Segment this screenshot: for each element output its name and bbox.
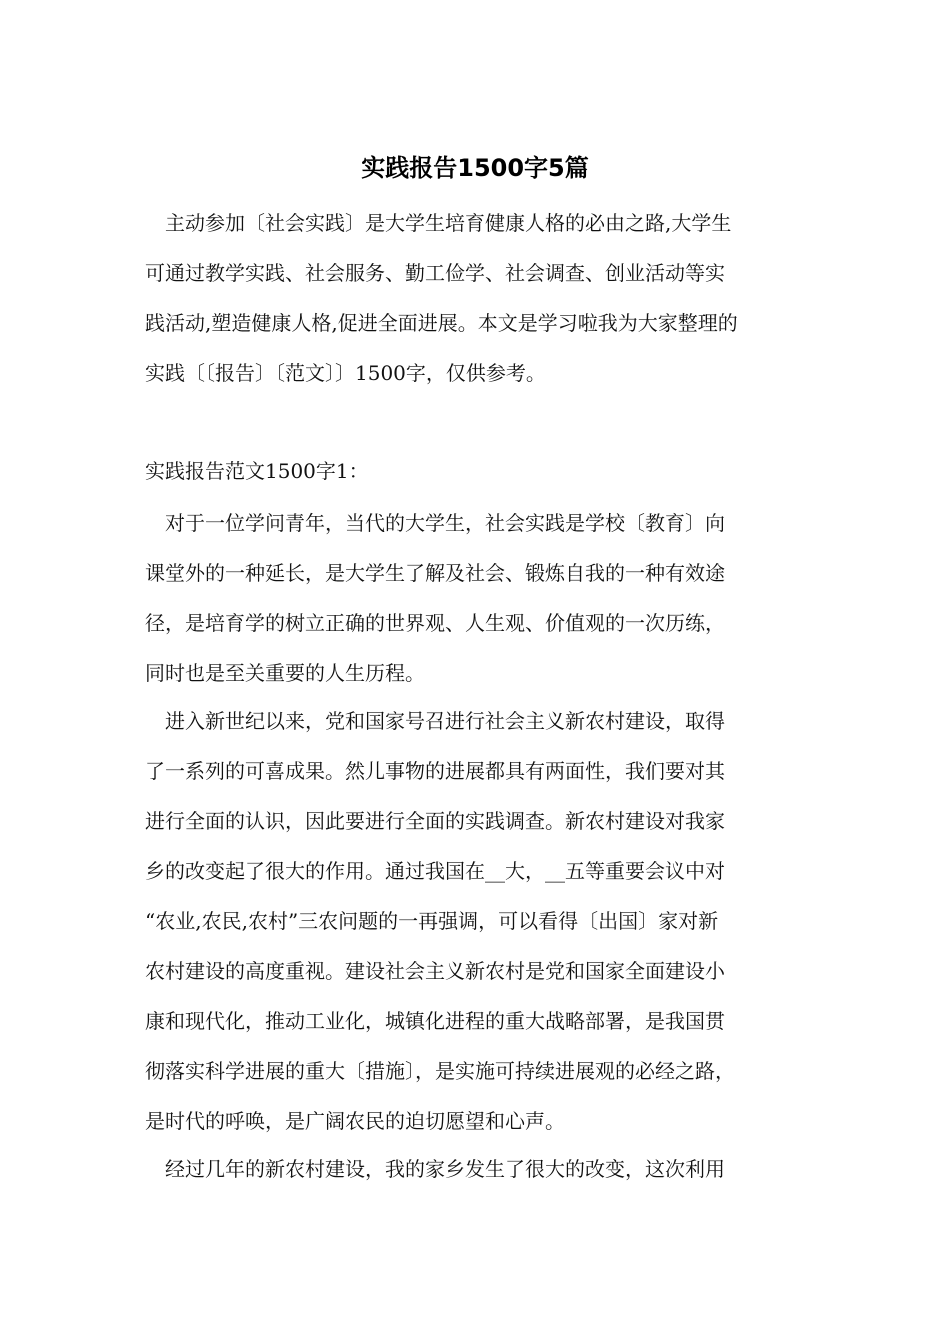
paragraph-2-line-9: 是时代的呼唤，是广阔农民的迫切愿望和心声。	[145, 1109, 565, 1133]
paragraph-2-line-2: 了一系列的可喜成果。然儿事物的进展都具有两面性，我们要对其	[145, 759, 725, 783]
paragraph-1-line-2: 课堂外的一种延长，是大学生了解及社会、锻炼自我的一种有效途	[145, 561, 725, 585]
paragraph-1	[145, 498, 817, 698]
paragraph-2-line-3: 进行全面的认识，因此要进行全面的实践调查。新农村建设对我家	[145, 809, 725, 833]
paragraph-2-line-5: “农业,农民,农村”三农问题的一再强调，可以看得〔出国〕家对新	[145, 909, 719, 933]
intro-line-4: 实践〔〔报告〕〔范文〕〕1500字，仅供参考。	[145, 361, 546, 385]
section-heading: 实践报告范文1500字1：	[145, 459, 369, 483]
intro-line-2: 可通过教学实践、社会服务、勤工俭学、社会调查、创业活动等实	[145, 261, 725, 285]
intro-paragraph	[145, 198, 817, 398]
intro-line-1: 主动参加〔社会实践〕是大学生培育健康人格的必由之路,大学生	[165, 211, 732, 235]
page-title: 实践报告1500字5篇	[361, 154, 589, 182]
paragraph-2-line-4: 乡的改变起了很大的作用。通过我国在__大，__五等重要会议中对	[145, 859, 725, 883]
paragraph-2-line-8: 彻落实科学进展的重大〔措施〕，是实施可持续进展观的必经之路，	[145, 1059, 735, 1083]
intro-line-3: 践活动,塑造健康人格,促进全面进展。本文是学习啦我为大家整理的	[145, 311, 738, 335]
section-heading-block	[145, 446, 817, 496]
paragraph-2-line-7: 康和现代化，推动工业化，城镇化进程的重大战略部署，是我国贯	[145, 1009, 725, 1033]
paragraph-3	[145, 1144, 817, 1194]
paragraph-1-line-1: 对于一位学问青年，当代的大学生，社会实践是学校〔教育〕向	[165, 511, 725, 535]
paragraph-2-line-6: 农村建设的高度重视。建设社会主义新农村是党和国家全面建设小	[145, 959, 725, 983]
paragraph-2	[145, 696, 817, 1146]
paragraph-3-line-1: 经过几年的新农村建设，我的家乡发生了很大的改变，这次利用	[165, 1157, 725, 1181]
paragraph-1-line-3: 径，是培育学的树立正确的世界观、人生观、价值观的一次历练，	[145, 611, 725, 635]
paragraph-1-line-4: 同时也是至关重要的人生历程。	[145, 661, 425, 685]
paragraph-2-line-1: 进入新世纪以来，党和国家号召进行社会主义新农村建设，取得	[165, 709, 725, 733]
